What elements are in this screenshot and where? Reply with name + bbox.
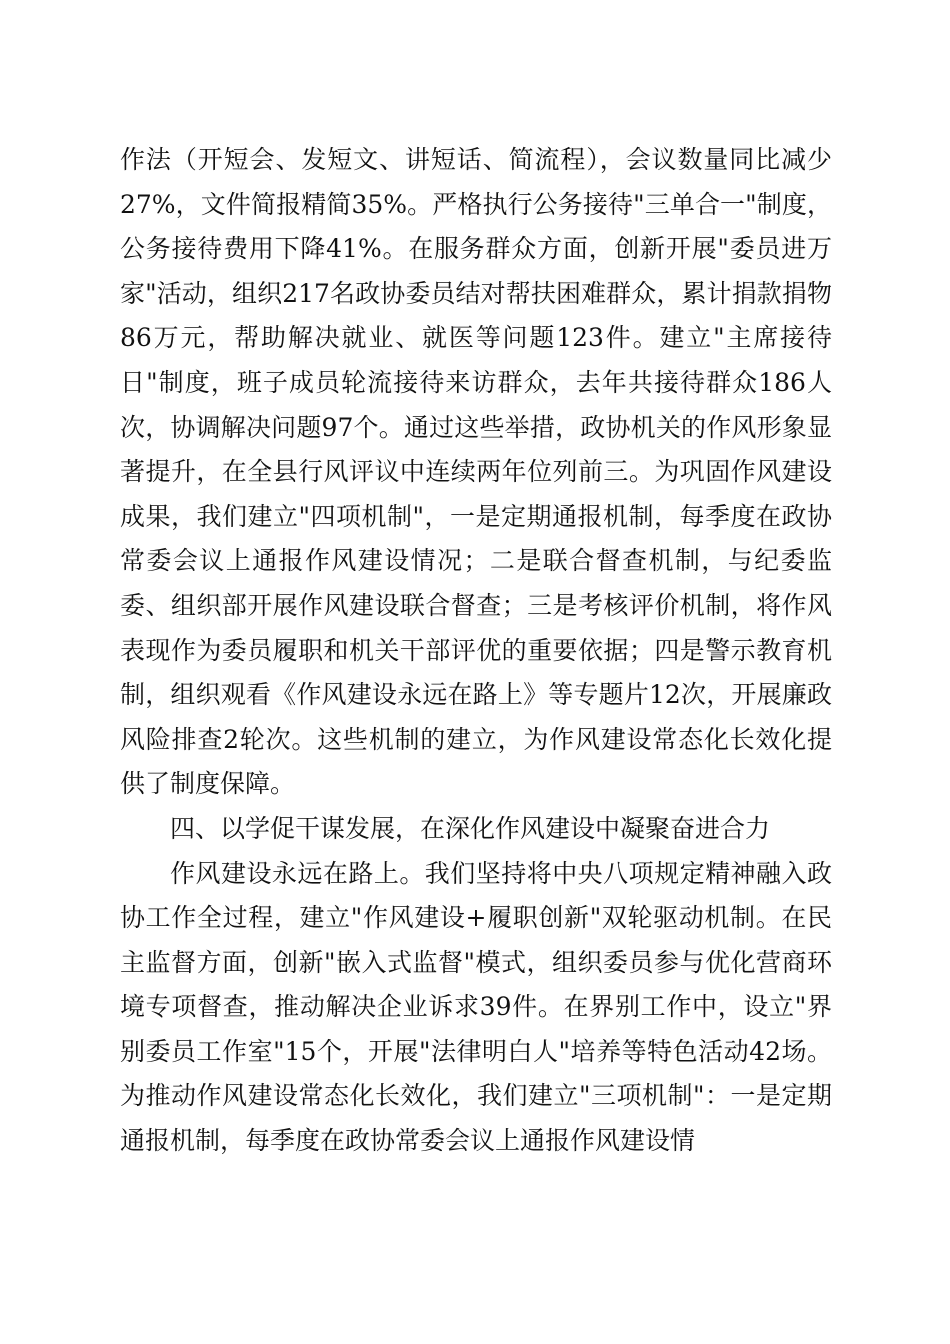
paragraph-section-body: 作风建设永远在路上。我们坚持将中央八项规定精神融入政协工作全过程，建立"作风建设+履职创新"双轮驱动机制。在民主监督方面，创新"嵌入式监督"模式，组织委员参与优化营商环境专项督查，推动解决企业诉求39件。在界别工作中，设立"界别委员工作室"15个，开展"法律明白人"培养等特色活动42场。为推动作风建设常态化长效化，我们建立"三项机制"：一是定期通报机制，每季度在政协常委会议上通报作风建设情 (120, 858, 832, 1156)
document-body (120, 138, 832, 1164)
paragraph-continued: 作法（开短会、发短文、讲短话、简流程），会议数量同比减少27%，文件简报精简35%。严格执行公务接待"三单合一"制度，公务接待费用下降41%。在服务群众方面，创新开展"委员进万家"活动，组织217名政协委员结对帮扶困难群众，累计捐款捐物86万元，帮助解决就业、就医等问题123件。建立"主席接待日"制度，班子成员轮流接待来访群众，去年共接待群众186人次，协调解决问题97个。通过这些举措，政协机关的作风形象显著提升，在全县行风评议中连续两年位列前三。为巩固作风建设成果，我们建立"四项机制"，一是定期通报机制，每季度在政协常委会议上通报作风建设情况；二是联合督查机制，与纪委监委、组织部开展作风建设联合督查；三是考核评价机制，将作风表现作为委员履职和机关干部评优的重要依据；四是警示教育机制，组织观看《作风建设永远在路上》等专题片12次，开展廉政风险排查2轮次。这些机制的建立，为作风建设常态化长效化提供了制度保障。 (120, 145, 832, 799)
section-heading: 四、以学促干谋发展，在深化作风建设中凝聚奋进合力 (170, 813, 771, 843)
